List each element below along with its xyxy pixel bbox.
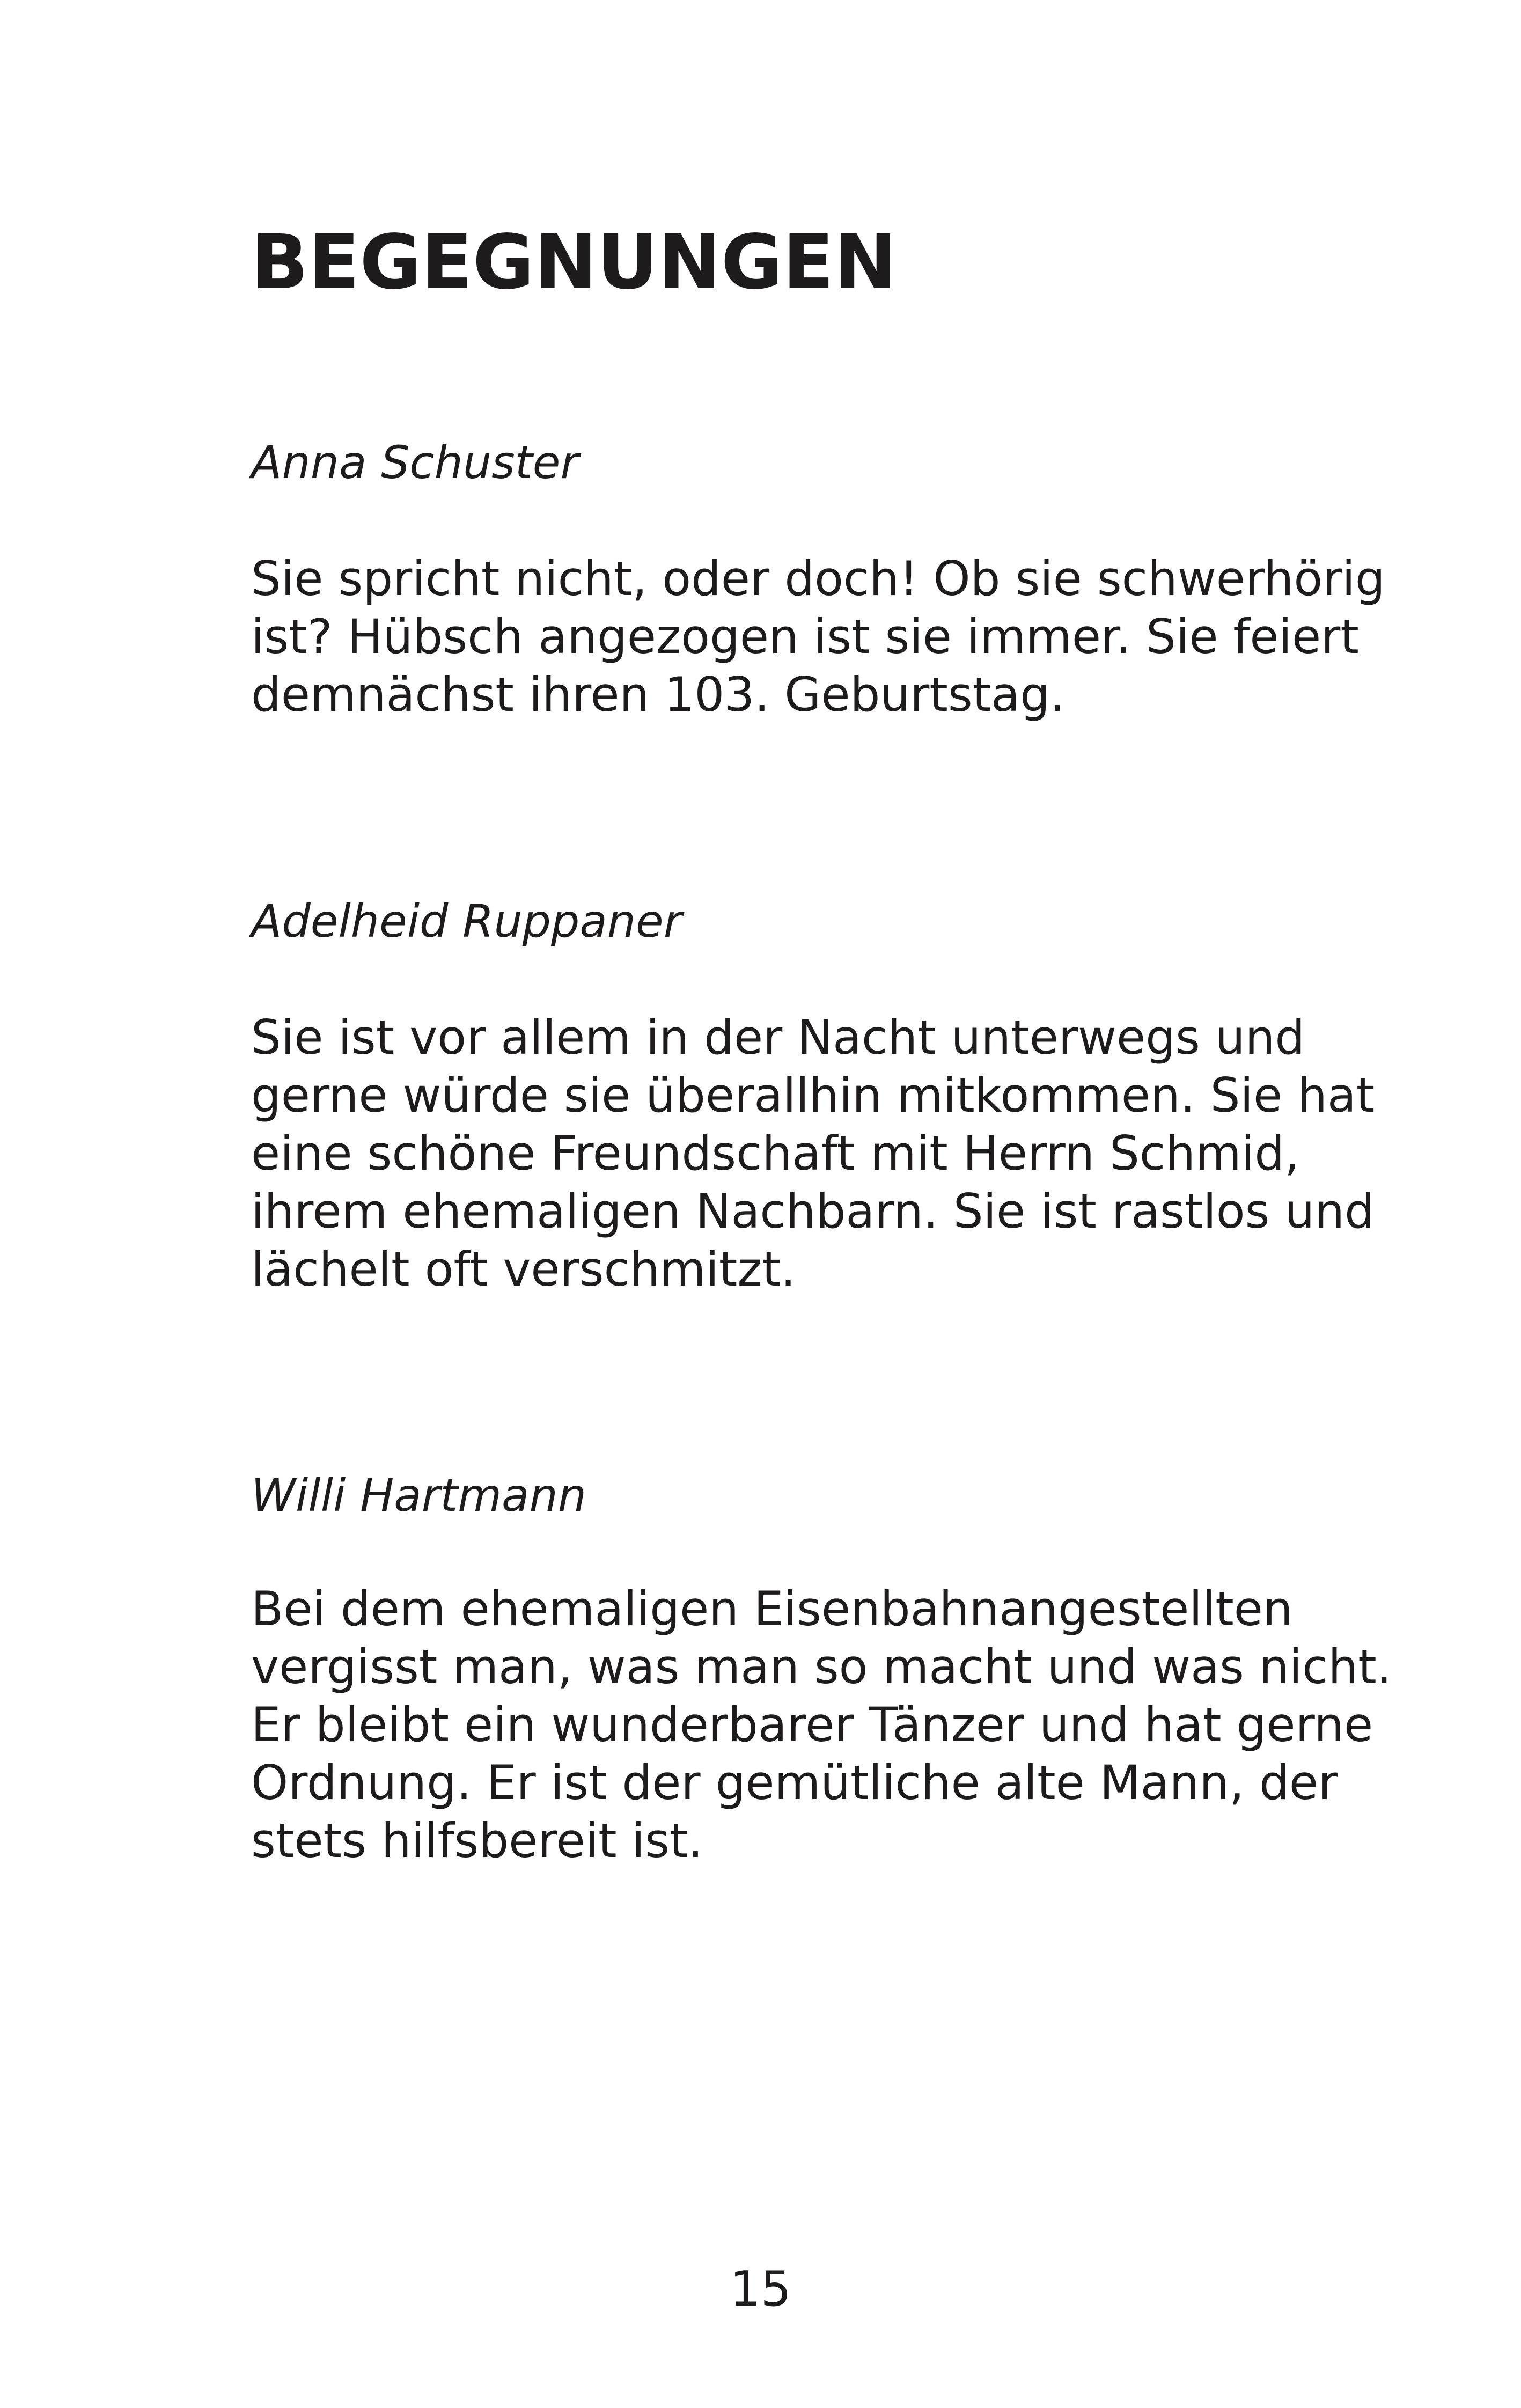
text-line: ist? Hübsch angezogen ist sie immer. Sie feiert [251, 609, 1359, 664]
person-name: Anna Schuster [251, 436, 579, 489]
person-description [251, 1009, 1375, 1298]
text-line: stets hilfsbereit ist. [251, 1813, 703, 1868]
text-line: Sie ist vor allem in der Nacht unterwegs und [251, 1010, 1305, 1065]
text-line: Sie spricht nicht, oder doch! Ob sie schwerhörig [251, 551, 1385, 606]
text-line: demnächst ihren 103. Geburtstag. [251, 667, 1065, 722]
person-name: Adelheid Ruppaner [251, 895, 682, 948]
page-number: 15 [730, 2261, 791, 2317]
text-line: vergisst man, was man so macht und was nicht. [251, 1639, 1392, 1694]
text-line: lächelt oft verschmitzt. [251, 1242, 796, 1297]
text-line: gerne würde sie überallhin mitkommen. Sie hat [251, 1068, 1375, 1123]
person-description [251, 1580, 1392, 1870]
text-line: eine schöne Freundschaft mit Herrn Schmid, [251, 1126, 1300, 1181]
text-line: Er bleibt ein wunderbarer Tänzer und hat gerne [251, 1697, 1373, 1752]
text-line: Ordnung. Er ist der gemütliche alte Mann, der [251, 1755, 1338, 1810]
page-title: BEGEGNUNGEN [251, 219, 897, 306]
text-line: Bei dem ehemaligen Eisenbahnangestellten [251, 1581, 1293, 1636]
person-description [251, 550, 1385, 724]
text-line: ihrem ehemaligen Nachbarn. Sie ist rastlos und [251, 1184, 1375, 1239]
person-name: Willi Hartmann [251, 1469, 586, 1522]
